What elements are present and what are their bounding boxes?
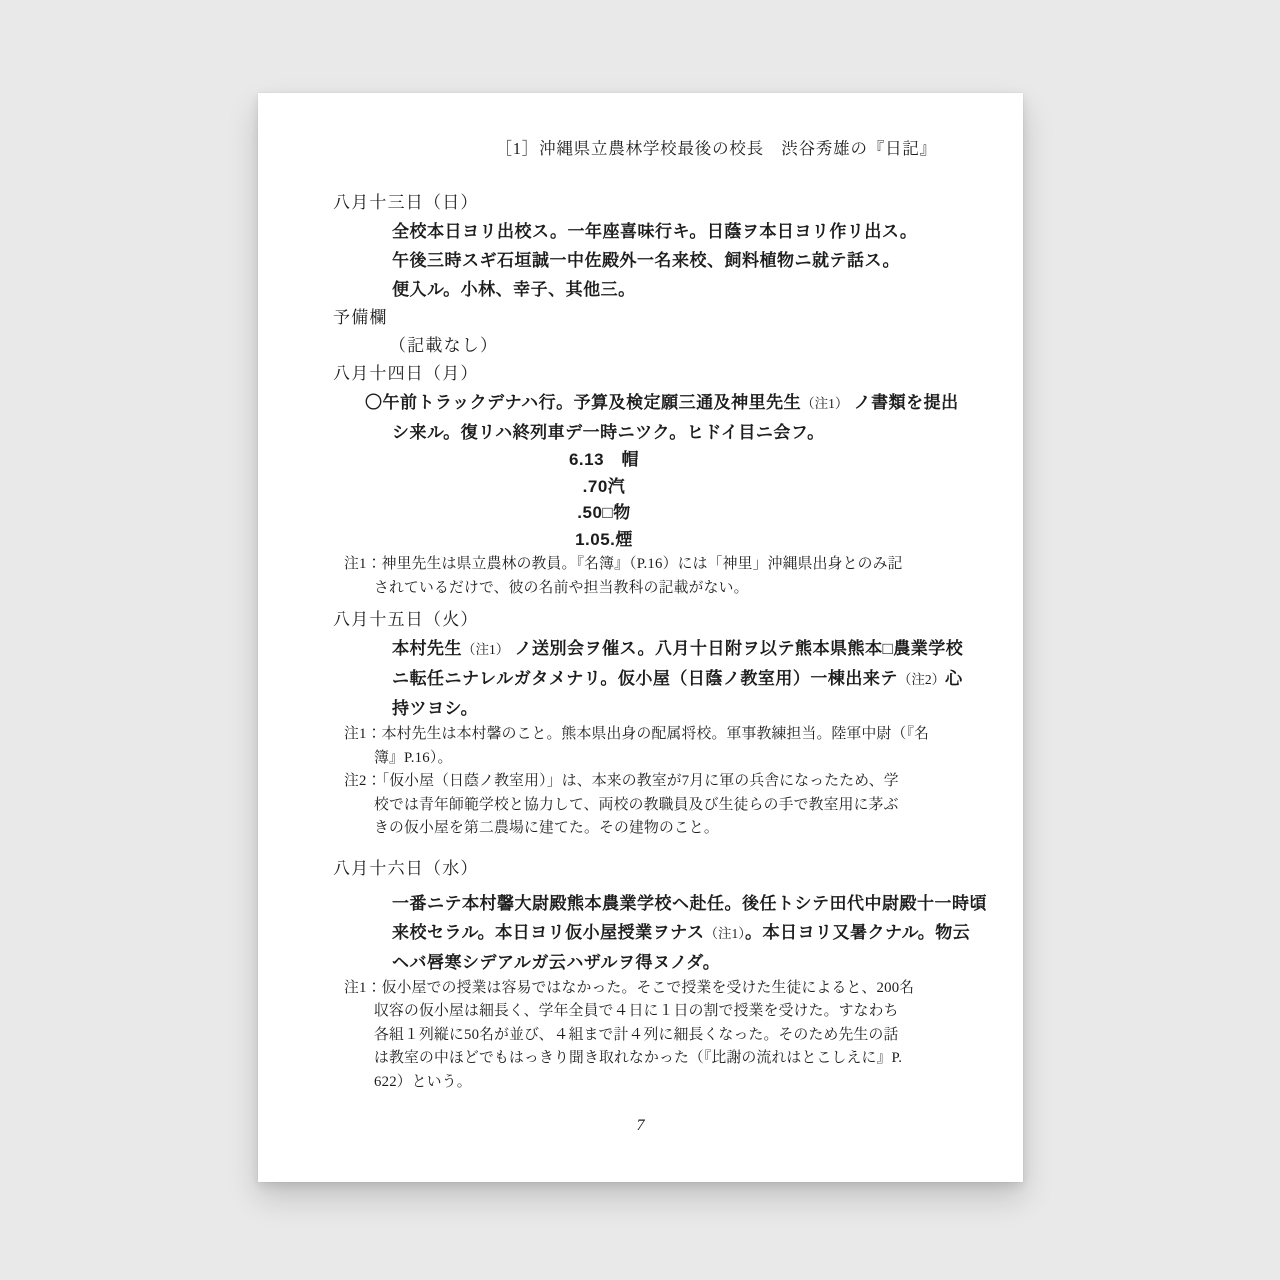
diary-entry-line (392, 918, 1023, 948)
text-segment: 。本日ヨリ又暑クナル。物云 (744, 922, 971, 942)
diary-date-line (333, 189, 1023, 217)
text-segment: は教室の中ほどでもはっきり聞き取れなかった（『比謝の流れはとこしえに』P. (374, 1050, 903, 1066)
text-segment: シ来ル。復リハ終列車デ一時ニツク。ヒドイ目ニ会フ。 (392, 423, 825, 442)
diary-entry-line (392, 246, 1023, 275)
text-segment: 八月十三日（日） (333, 193, 479, 212)
text-segment: 注1：本村先生は本村馨のこと。熊本県出身の配属将校。軍事教練担当。陸軍中尉（『名 (344, 726, 930, 742)
note-reference: （注1） (462, 642, 510, 657)
running-header: ［1］沖縄県立農林学校最後の校長 渋谷秀雄の『日記』 (495, 139, 937, 158)
diary-date-line (333, 360, 1023, 388)
text-segment: 午後三時スギ石垣誠一中佐殿外一名来校、飼料植物ニ就テ話ス。 (392, 251, 901, 270)
diary-date-line (333, 855, 1023, 883)
footnote-line (374, 1024, 1023, 1048)
text-segment: 622）という。 (374, 1073, 472, 1090)
text-segment: 本村先生 (392, 639, 462, 658)
field-label-line (333, 304, 1023, 332)
text-segment: されているだけで、彼の名前や担当教科の記載がない。 (374, 579, 749, 596)
diary-date-line (333, 606, 1023, 634)
text-segment: 6.13 帽 (568, 450, 640, 469)
note-reference: （注1） (801, 396, 849, 411)
text-segment: 簿』P.16）。 (374, 749, 453, 766)
footnote-line (374, 1047, 1023, 1071)
expense-line (534, 474, 674, 501)
diary-entry-line (392, 217, 1023, 246)
footnote-line (374, 1000, 1023, 1024)
footnote-line (374, 794, 1023, 818)
text-segment: 持ツヨシ。 (392, 699, 479, 718)
text-segment: （記載なし） (389, 336, 499, 355)
diary-entry-line (392, 948, 1023, 977)
document-body (258, 189, 1023, 1094)
diary-entry-line (392, 634, 1023, 664)
text-segment: きの仮小屋を第二農場に建てた。その建物のこと。 (374, 820, 719, 836)
text-segment: 八月十五日（火） (333, 610, 479, 629)
footnote-line (374, 1071, 1023, 1095)
diary-entry-line (365, 388, 1023, 418)
text-segment: ノ送別会ヲ催ス。八月十日附ヲ以テ熊本県熊本□農業学校 (509, 639, 964, 658)
diary-entry-line (392, 694, 1023, 723)
footnote-line (374, 817, 1023, 841)
footnote-line (344, 553, 1023, 577)
note-reference: （注1） (704, 925, 745, 941)
footnote-line (344, 977, 1023, 1001)
text-segment: 一番ニテ本村馨大尉殿熊本農業学校ヘ赴任。後任トシテ田代中尉殿十一時頃 (392, 893, 987, 913)
footnote-line (344, 770, 1023, 794)
text-segment: 八月十六日（水） (333, 858, 479, 878)
field-value-line (389, 332, 1023, 360)
diary-entry-line (392, 275, 1023, 304)
expense-line (534, 527, 674, 554)
diary-entry-line (392, 664, 1023, 694)
text-segment: 校では青年師範学校と協力して、両校の教職員及び生徒らの手で教室用に茅ぶ (374, 796, 899, 813)
footnote-line (374, 577, 1023, 601)
text-segment: 注1：神里先生は県立農林の教員。『名簿』（P.16）には「神里」沖縄県出身とのみ記 (344, 556, 903, 572)
footnote-line (374, 747, 1023, 771)
expense-line (534, 500, 674, 527)
diary-entry-line (392, 889, 1023, 918)
page-number: 7 (636, 1117, 645, 1134)
text-segment: 予備欄 (333, 308, 388, 327)
text-segment: 収容の仮小屋は細長く、学年全員で４日に１日の割で授業を受けた。すなわち (374, 1003, 899, 1019)
text-segment: 注2：「仮小屋（日蔭ノ教室用）」は、本来の教室が7月に軍の兵舎になったため、学 (344, 773, 899, 789)
expense-line (534, 447, 674, 474)
text-segment: ノ書類を提出 (848, 393, 959, 412)
text-segment: .50□物 (577, 503, 631, 522)
document-page (258, 93, 1023, 1182)
text-segment: 〇午前トラックデナハ行。予算及検定願三通及神里先生 (365, 393, 802, 412)
text-segment: ヘバ唇寒シデアルガ云ハザルヲ得ヌノダ。 (392, 952, 721, 972)
text-segment: ニ転任ニナレルガタメナリ。仮小屋（日蔭ノ教室用）一棟出来テ (392, 669, 898, 688)
text-segment: 八月十四日（月） (333, 364, 479, 383)
footnote-line (344, 723, 1023, 747)
note-reference: （注2） (897, 672, 946, 687)
text-segment: 全校本日ヨリ出校ス。一年座喜味行キ。日蔭ヲ本日ヨリ作リ出ス。 (392, 222, 918, 241)
text-segment: 来校セラル。本日ヨリ仮小屋授業ヲナス (392, 922, 705, 942)
text-segment: 各組１列縦に50名が並び、４組まで計４列に細長くなった。そのため先生の話 (374, 1026, 899, 1043)
text-segment: 便入ル。小林、幸子、其他三。 (392, 280, 636, 299)
text-segment: 心 (945, 669, 963, 688)
text-segment: 1.05.煙 (575, 529, 633, 549)
text-segment: .70汽 (582, 476, 626, 496)
diary-entry-line (392, 418, 1023, 447)
text-segment: 注1：仮小屋での授業は容易ではなかった。そこで授業を受けた生徒によると、200名 (344, 979, 915, 996)
